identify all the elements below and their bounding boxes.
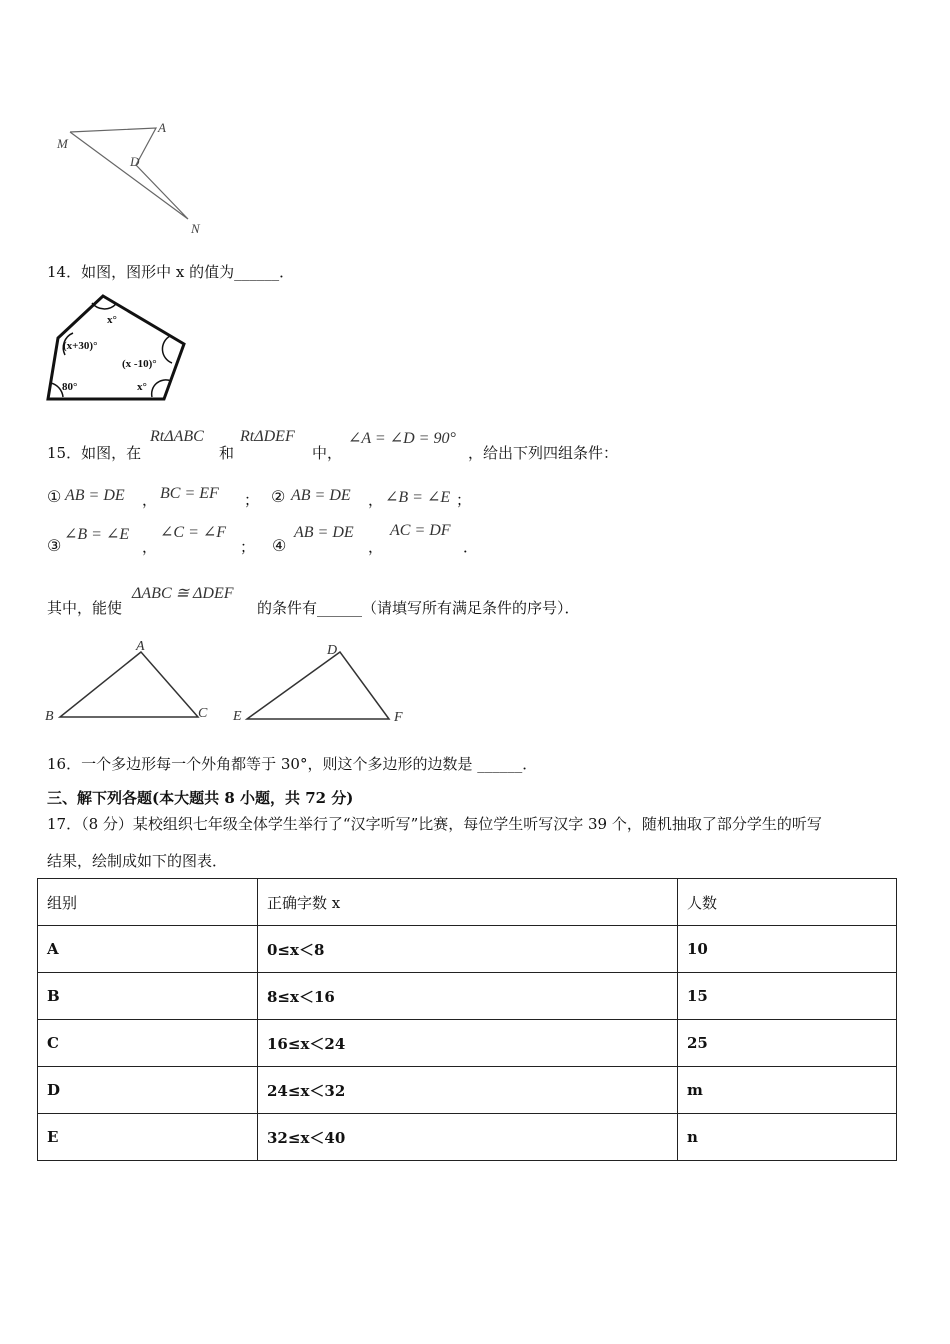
tri-label-f: F [394, 710, 403, 725]
triangle-def [247, 652, 389, 719]
q15-tri1: RtΔABC [150, 428, 204, 445]
cond4-mark: ④ [272, 536, 287, 555]
cond1-mark: ① [47, 487, 62, 506]
table-row [38, 973, 897, 1020]
label-n: N [191, 221, 200, 236]
figure-mad [50, 115, 220, 240]
cond1-a: AB = DE [65, 487, 125, 504]
angle-left: (x+30)° [63, 340, 98, 352]
cond2-mark: ② [271, 487, 286, 506]
cond2-b: ∠B = ∠E [385, 489, 451, 506]
figure-triangles [40, 636, 420, 728]
section-3-title: 三、解下列各题(本大题共 8 小题，共 72 分) [47, 789, 354, 807]
q17-line2: 结果，绘制成如下的图表． [47, 852, 228, 870]
q15-prefix: 15．如图，在 [47, 444, 142, 462]
table-cell: E [38, 1114, 258, 1161]
q15-cond-main: ∠A = ∠D = 90° [348, 430, 456, 447]
cond3-mark: ③ [47, 536, 62, 555]
q15-tri2: RtΔDEF [240, 428, 295, 445]
table-cell: C [38, 1020, 258, 1067]
cond1-sep: ， [142, 491, 158, 509]
tri-label-d: D [327, 643, 338, 658]
tri-label-a: A [136, 639, 145, 654]
table-cell: 8≤x＜16 [258, 973, 678, 1020]
angle-right: (x -10)° [122, 358, 157, 370]
figure-mad-lines [70, 128, 188, 219]
table-cell: A [38, 926, 258, 973]
cond4-end: ． [463, 538, 479, 556]
tri-label-c: C [198, 706, 208, 721]
cond1-b: BC = EF [160, 485, 219, 502]
cond1-end: ； [244, 491, 260, 509]
angle-bottom-left: 80° [62, 381, 78, 393]
figure-pentagon [45, 293, 190, 403]
table-cell: 15 [678, 973, 897, 1020]
arc-right [162, 336, 172, 363]
table-header-cell: 组别 [38, 879, 258, 926]
q15-ask-prefix: 其中，能使 [47, 599, 123, 617]
cond2-end: ； [456, 491, 472, 509]
q15-ask-suffix: 的条件有______（请填写所有满足条件的序号）． [257, 599, 580, 617]
cond3-b: ∠C = ∠F [160, 524, 227, 541]
table-row [38, 1114, 897, 1161]
q15-mid: 中， [312, 444, 343, 462]
table-cell: D [38, 1067, 258, 1114]
cond4-a: AB = DE [294, 524, 354, 541]
table-cell: 0≤x＜8 [258, 926, 678, 973]
q17-line1: 17．（8 分）某校组织七年级全体学生举行了“汉字听写”比赛，每位学生听写汉字 39 个，随机抽取了部分学生的听写 [47, 815, 822, 833]
table-cell: 25 [678, 1020, 897, 1067]
label-d: D [130, 154, 140, 169]
cond4-b: AC = DF [390, 522, 451, 539]
q15-suffix: ，给出下列四组条件： [468, 444, 619, 462]
q15-and: 和 [219, 444, 235, 462]
angle-bottom-right: x° [137, 381, 147, 393]
table-cell: 16≤x＜24 [258, 1020, 678, 1067]
question-14: 14．如图，图形中 x 的值为______． [47, 263, 295, 281]
label-m: M [57, 136, 68, 151]
table-header-row [38, 879, 897, 926]
table-cell: m [678, 1067, 897, 1114]
table-header-cell: 正确字数 x [258, 879, 678, 926]
cond3-sep: ， [142, 538, 158, 556]
label-a: A [158, 120, 166, 135]
cond3-end: ； [240, 538, 256, 556]
cond2-a: AB = DE [291, 487, 351, 504]
table-row [38, 1067, 897, 1114]
table-row [38, 926, 897, 973]
table-cell: 10 [678, 926, 897, 973]
table-header-cell: 人数 [678, 879, 897, 926]
tri-label-b: B [45, 709, 54, 724]
table-cell: B [38, 973, 258, 1020]
tri-label-e: E [233, 709, 242, 724]
cond2-sep: ， [368, 491, 384, 509]
cond3-a: ∠B = ∠E [64, 526, 130, 543]
question-16: 16．一个多边形每一个外角都等于 30°，则这个多边形的边数是 ______． [47, 755, 538, 773]
table-cell: 32≤x＜40 [258, 1114, 678, 1161]
q17-table [37, 878, 897, 1161]
table-cell: 24≤x＜32 [258, 1067, 678, 1114]
table-cell: n [678, 1114, 897, 1161]
triangle-abc [60, 652, 198, 717]
table-row [38, 1020, 897, 1067]
q15-ask-math: ΔABC ≅ ΔDEF [132, 585, 234, 602]
angle-top: x° [107, 314, 117, 326]
cond4-sep: ， [368, 538, 384, 556]
